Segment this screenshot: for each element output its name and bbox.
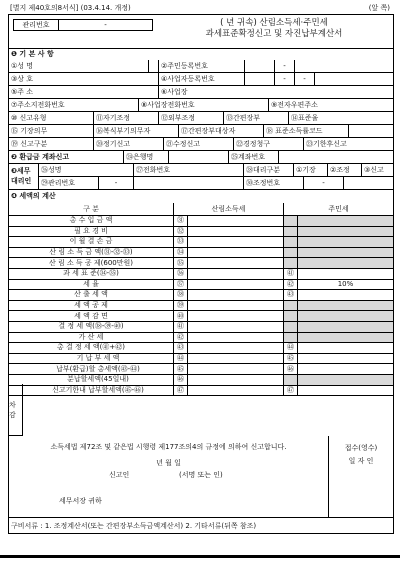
tax-row-num: ㊱ <box>174 269 188 279</box>
tax-row-label: 신고기한내 납부할세액(㊺-㊻) <box>23 386 174 396</box>
tax-row <box>9 258 393 269</box>
agent-mgmt-label: ㉙관리번호 <box>39 177 99 189</box>
tax-section-title: ❹ 세액의 계산 <box>11 192 56 200</box>
agent-adj-label: ㉚조정번호 <box>244 177 304 189</box>
tax-row <box>9 216 393 227</box>
tax-row-label: 가 산 세 <box>9 333 174 343</box>
col-resident-tax: 주민세 <box>328 204 349 213</box>
agent-opt-report[interactable]: ③신고 <box>364 165 384 174</box>
tax-row-label: 이 월 결 손 금 <box>9 237 174 247</box>
tax-office-label: 세무서장 귀하 <box>59 497 102 505</box>
resident-tax-value <box>298 311 393 321</box>
tax-row-num: ㊼ <box>174 386 188 396</box>
resident-row-num: ㊶ <box>284 269 298 279</box>
tax-row-num: ㉟ <box>174 258 188 268</box>
agent-block <box>9 164 393 190</box>
biz-no-label[interactable]: ④사업자등록번호 <box>159 73 245 85</box>
bank-label: ㉔은행명 <box>124 151 169 163</box>
management-number-label: 관리번호 <box>14 20 59 30</box>
opt-external-adjust[interactable]: ⑫외부조정 <box>159 112 224 124</box>
tax-row <box>9 237 393 248</box>
tax-row-label: 분납할세액(45일내) <box>23 375 174 385</box>
forest-tax-value[interactable] <box>188 290 284 300</box>
resident-row-num <box>284 311 298 321</box>
tax-row-label: 산 출 세 액 <box>9 290 174 300</box>
opt-amended[interactable]: ㉑수정신고 <box>164 138 234 150</box>
resident-tax-value[interactable] <box>298 354 393 364</box>
col-division: 구 분 <box>9 203 174 215</box>
tax-row <box>9 311 393 322</box>
address-label[interactable]: ⑤주 소 <box>9 86 159 98</box>
agent-label <box>9 164 39 189</box>
report-kind-label: ⑲ 신고구분 <box>9 138 94 150</box>
tax-row-label: 총 결 정 세 액(㊶+㊷) <box>9 343 174 353</box>
resident-row-num: ㊷ <box>284 280 298 290</box>
resident-row-num: ㊼ <box>284 386 298 396</box>
forest-tax-value[interactable] <box>188 311 284 321</box>
resident-tax-value[interactable] <box>298 290 393 300</box>
opt-regular[interactable]: ⑳정기신고 <box>94 138 164 150</box>
tax-row <box>9 227 393 238</box>
row-name: ①성 명 ②주민등록번호 - <box>9 60 393 73</box>
tax-row-label: 총 수 입 금 액 <box>9 216 174 226</box>
forest-tax-value[interactable] <box>188 216 284 226</box>
resident-row-num <box>284 258 298 268</box>
agent-label-top: ❸세무 <box>11 167 31 175</box>
tax-row <box>9 364 393 375</box>
page-side: (앞 쪽) <box>368 4 390 12</box>
tax-row-num: ㉜ <box>174 227 188 237</box>
receipt-label1: 접수(영수) <box>344 444 378 452</box>
row-tel <box>9 99 393 112</box>
tax-row-label: 과 세 표 준(㉞-㉟) <box>9 269 174 279</box>
row-report-type <box>9 112 393 125</box>
bookkeeping-label: ⑮ 기장의무 <box>9 125 94 137</box>
tax-row <box>9 301 393 312</box>
opt-late[interactable]: ㉓기한후신고 <box>306 139 347 148</box>
resident-row-num: ㊻ <box>284 364 298 374</box>
trade-name-label[interactable]: ③상 호 <box>9 73 159 85</box>
tax-row <box>9 386 393 397</box>
resident-tax-value[interactable] <box>298 364 393 374</box>
tax-row-label: 기 납 부 세 액 <box>23 354 174 364</box>
declaration-block <box>9 436 393 518</box>
resident-row-num <box>284 237 298 247</box>
basic-section-title: ❶ 기 본 사 항 <box>11 50 54 58</box>
resident-tax-value <box>298 237 393 247</box>
tax-col-header <box>9 203 393 216</box>
form-number: [별지 제40호의8서식] (03.4.14. 개정) <box>10 4 131 12</box>
tax-row <box>9 322 393 333</box>
tax-row-label: 필 요 경 비 <box>9 227 174 237</box>
form-header <box>10 3 390 13</box>
tax-row-num: ㊴ <box>174 301 188 311</box>
tax-row <box>9 375 393 386</box>
forest-tax-value[interactable] <box>188 280 284 290</box>
agent-opt-adjust[interactable]: ②조정 <box>328 164 362 176</box>
resident-tax-rate: 10% <box>337 279 354 288</box>
form-title-line1: ( 년 귀속) 산림소득세·주민세 <box>220 18 328 28</box>
tax-row <box>9 280 393 291</box>
resident-tax-value <box>298 227 393 237</box>
deduction-side-label: 차감 <box>9 384 23 436</box>
tax-row-num: ㊲ <box>174 280 188 290</box>
account-input[interactable] <box>279 151 393 163</box>
tax-row-num: ㊶ <box>174 322 188 332</box>
row-address <box>9 86 393 99</box>
opt-correction[interactable]: ㉒경정청구 <box>234 138 304 150</box>
tax-row-label: 세 율 <box>9 280 174 290</box>
receipt-stamp <box>329 442 393 468</box>
agent-tel-label[interactable]: ㉗전화번호 <box>134 164 244 176</box>
reporter-label: 신고인 <box>109 471 130 479</box>
resident-tax-value <box>298 333 393 343</box>
management-number-value[interactable]: - <box>104 21 107 29</box>
receipt-label2: 일 자 인 <box>348 457 374 465</box>
resident-tax-value[interactable] <box>298 343 393 353</box>
row-bookkeeping <box>9 125 393 138</box>
declaration-date[interactable]: 년 월 일 <box>156 459 181 467</box>
basic-section-header <box>9 49 393 60</box>
forest-tax-value[interactable] <box>188 343 284 353</box>
resident-tax-value <box>298 322 393 332</box>
tax-row <box>9 354 393 365</box>
refund-section-title: ❷ 환급금 계좌신고 <box>9 151 124 163</box>
row-refund <box>9 151 393 164</box>
agent-name-label[interactable]: ㉖성명 <box>39 164 134 176</box>
tax-row <box>9 248 393 259</box>
account-label: ㉕계좌번호 <box>229 151 279 163</box>
std-income-code-label: ⑱ 표준소득률코드 <box>264 125 349 137</box>
resident-tax-value[interactable] <box>298 386 393 396</box>
forest-tax-value[interactable] <box>188 227 284 237</box>
opt-simple-book[interactable]: ⑬간편장부 <box>224 112 289 124</box>
tax-form <box>8 14 394 534</box>
opt-self-adjust[interactable]: ⑪자기조정 <box>94 112 159 124</box>
tax-row-label: 세 액 공 제 <box>9 301 174 311</box>
declaration-text: 소득세법 제72조 및 같은법 시행령 제177조의4의 규정에 의하여 신고합니다. <box>50 443 287 451</box>
col-forest-tax: 산림소득세 <box>174 203 284 215</box>
page-bottom-rule <box>0 555 400 558</box>
resident-tax-value <box>298 216 393 226</box>
row-report-kind <box>9 138 393 151</box>
agent-opt-bookkeeping[interactable]: ①기장 <box>294 164 328 176</box>
resident-tax-value <box>298 375 393 385</box>
resident-row-num: ㊸ <box>284 290 298 300</box>
opt-simple-target[interactable]: ⑰간편장부대상자 <box>179 125 264 137</box>
management-number-box <box>13 19 153 31</box>
agent-type-label: ㉘대리구분 <box>244 164 294 176</box>
tax-row-num: ㊷ <box>174 333 188 343</box>
home-tel-label[interactable]: ⑦주소지전화번호 <box>9 99 139 111</box>
forest-tax-value[interactable] <box>188 386 284 396</box>
forest-tax-value[interactable] <box>188 375 284 385</box>
resident-row-num <box>284 301 298 311</box>
attachments: 구비서류 : 1. 조정계산서(또는 간편장부소득금액계산서) 2. 기타서류(뒤쪽 참조) <box>11 522 257 530</box>
sign-label[interactable]: (서명 또는 인) <box>179 471 223 479</box>
forest-tax-value[interactable] <box>188 354 284 364</box>
resident-row-num <box>284 333 298 343</box>
tax-row-label: 산 림 소 득 금 액(㉛-㉜-㉝) <box>9 248 174 258</box>
biz-tel-label[interactable]: ⑧사업장전화번호 <box>139 99 269 111</box>
forest-tax-value[interactable] <box>188 301 284 311</box>
tax-row-num: ㊵ <box>174 311 188 321</box>
resident-tax-value <box>298 301 393 311</box>
tax-row-num: ㊺ <box>174 364 188 374</box>
resident-row-num <box>284 248 298 258</box>
forest-tax-value[interactable] <box>188 322 284 332</box>
tax-row-num: ㉛ <box>174 216 188 226</box>
resident-no-label[interactable]: ②주민등록번호 <box>159 60 245 72</box>
tax-row <box>9 343 393 354</box>
tax-row-num: ㉝ <box>174 237 188 247</box>
tax-row-num: ㊳ <box>174 290 188 300</box>
tax-row <box>9 290 393 301</box>
resident-row-num <box>284 216 298 226</box>
resident-tax-value <box>298 258 393 268</box>
mobile-label[interactable]: ⑨전자우편주소 <box>271 100 318 109</box>
form-title-line2: 과세표준확정신고 및 자진납부계산서 <box>205 29 343 39</box>
tax-row-num: ㊹ <box>174 354 188 364</box>
tax-section-header <box>9 190 393 203</box>
opt-standard-rate[interactable]: ⑭표준율 <box>291 113 319 122</box>
opt-double-entry[interactable]: ⑯복식부기의무자 <box>94 125 179 137</box>
resident-row-num <box>284 375 298 385</box>
tax-row-label: 결 정 세 액(㊳-㊴-㊵) <box>9 322 174 332</box>
form-title <box>159 18 389 40</box>
tax-row <box>9 269 393 280</box>
tax-row-num: ㊸ <box>174 343 188 353</box>
tax-row-num: ㊻ <box>174 375 188 385</box>
tax-row-num: ㉞ <box>174 248 188 258</box>
bank-input[interactable] <box>169 151 229 163</box>
forest-tax-value[interactable] <box>188 364 284 374</box>
tax-row-label: 산 림 소 득 공 제(600만원) <box>9 258 174 268</box>
forest-tax-value[interactable] <box>188 237 284 247</box>
forest-tax-value[interactable] <box>188 248 284 258</box>
tax-row-label: 세 액 감 면 <box>9 311 174 321</box>
resident-row-num <box>284 322 298 332</box>
agent-mgmt-dash[interactable]: - <box>99 177 134 189</box>
title-block <box>9 15 393 49</box>
biz-place-label[interactable]: ⑥사업장 <box>161 87 188 96</box>
forest-tax-value[interactable] <box>188 333 284 343</box>
resident-tax-value[interactable] <box>298 269 393 279</box>
row-trade-name: ③상 호 ④사업자등록번호 - - <box>9 73 393 86</box>
agent-label-bottom: 대리인 <box>11 177 32 185</box>
name-label[interactable]: ①성 명 <box>9 60 149 72</box>
report-type-label: ⑩ 신고유형 <box>9 112 94 124</box>
forest-tax-value[interactable] <box>188 258 284 268</box>
resident-tax-value <box>298 248 393 258</box>
tax-row <box>9 333 393 344</box>
tax-row-label: 납부(환급)할 총세액(㊸-㊹) <box>23 364 174 374</box>
resident-row-num <box>284 227 298 237</box>
agent-adj-dash[interactable]: - <box>304 177 344 189</box>
resident-row-num: ㊹ <box>284 343 298 353</box>
forest-tax-value[interactable] <box>188 269 284 279</box>
resident-row-num: ㊺ <box>284 354 298 364</box>
